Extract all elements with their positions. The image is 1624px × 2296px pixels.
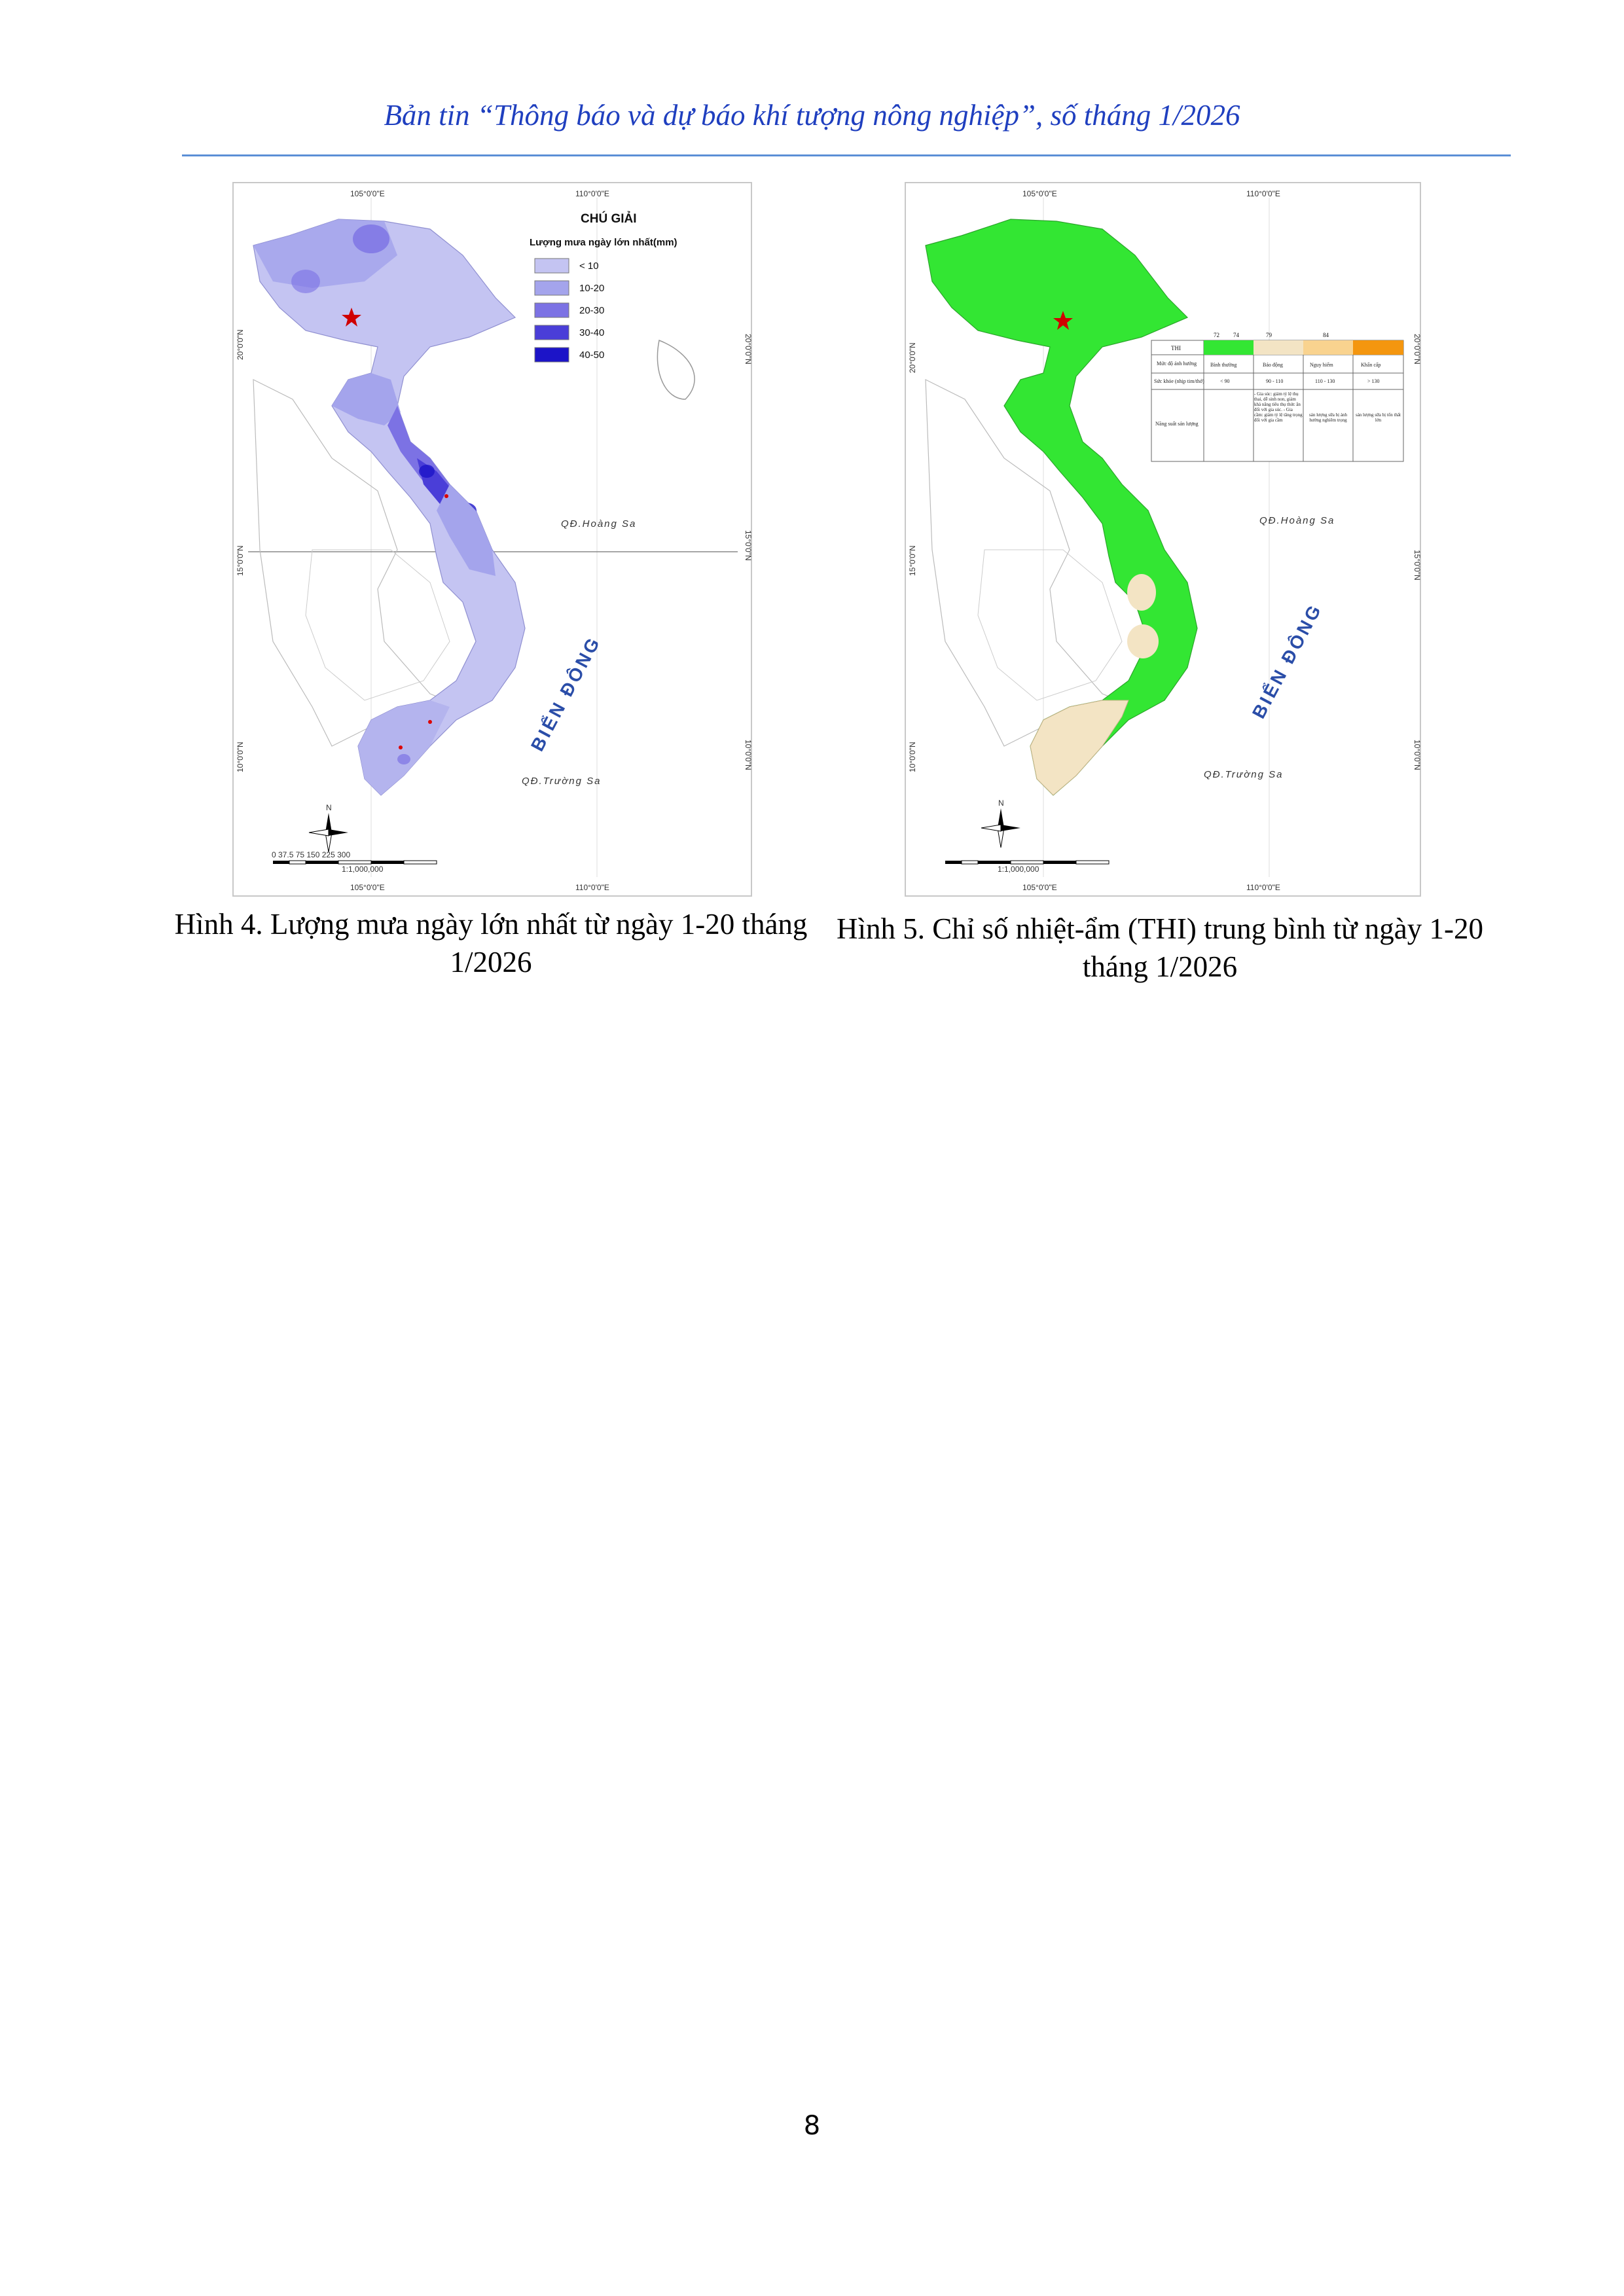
legend-swatch: [535, 281, 569, 295]
prod-emergency: sản lượng sữa bị tổn thất lớn: [1355, 412, 1401, 423]
lon-label-left-bottom: 105°0'0"E: [1022, 883, 1057, 892]
legend-item-label: 20-30: [579, 305, 605, 316]
lat-label-10-right: 10°0'0"N: [744, 740, 753, 770]
level-emergency: Khẩn cấp: [1361, 362, 1381, 368]
thi-map: [906, 183, 1420, 895]
thi-legend-table: [1151, 332, 1403, 461]
hoang-sa-label: QĐ.Hoàng Sa: [561, 518, 637, 529]
health-warning: 90 - 110: [1266, 378, 1284, 384]
thi-threshold-84: 84: [1323, 332, 1329, 338]
prod-danger: sản lượng sữa bị ảnh hưởng nghiêm trọng: [1309, 412, 1347, 423]
page-number: 8: [803, 2111, 821, 2141]
lon-label-left-bottom: 105°0'0"E: [350, 883, 385, 892]
thi-row-label: THI: [1171, 345, 1181, 351]
prod-warning: - Gia súc: giảm tỷ lệ thụ thai, dễ sinh non, giảm khả năng tiêu thụ thức ăn đối với gia súc. - Gia cầm: giảm tỷ lệ tăng trọng đối với gia cầm: [1254, 391, 1303, 423]
lat-label-15-right: 15°0'0"N: [744, 530, 753, 561]
legend-item-label: 30-40: [579, 327, 605, 338]
bien-dong-label: BIỂN ĐÔNG: [1248, 600, 1326, 722]
level-normal: Bình thường: [1210, 362, 1237, 368]
lon-label-right-bottom: 110°0'0"E: [575, 883, 609, 892]
legend-swatch: [535, 303, 569, 317]
level-danger: Nguy hiểm: [1310, 362, 1333, 368]
legend-swatch: [535, 325, 569, 340]
lon-label-left-top: 105°0'0"E: [1022, 189, 1057, 198]
hoang-sa-label: QĐ.Hoàng Sa: [1259, 515, 1335, 526]
lon-label-right-top: 110°0'0"E: [575, 189, 609, 198]
lat-label-20: 20°0'0"N: [236, 329, 245, 360]
level-row-label: Mức độ ảnh hưởng: [1157, 361, 1197, 367]
health-danger: 110 - 130: [1315, 378, 1335, 384]
scale-numbers: 0 37.5 75 150 225 300: [272, 850, 351, 859]
legend-item-label: < 10: [579, 260, 599, 272]
header-rule: [182, 154, 1511, 156]
thi-threshold-72: 72: [1214, 332, 1219, 338]
lat-label-15: 15°0'0"N: [236, 545, 245, 576]
lat-label-20-right: 20°0'0"N: [1413, 334, 1422, 365]
legend-title: CHÚ GIẢI: [581, 212, 637, 226]
figure5-caption: Hình 5. Chỉ số nhiệt-ẩm (THI) trung bình từ ngày 1-20 tháng 1/2026: [836, 912, 1483, 983]
lon-label-right-bottom: 110°0'0"E: [1246, 883, 1280, 892]
lat-label-10-right: 10°0'0"N: [1413, 740, 1422, 770]
legend-item-label: 10-20: [579, 283, 605, 294]
lon-label-left-top: 105°0'0"E: [350, 189, 385, 198]
lat-label-20-right: 20°0'0"N: [744, 334, 753, 365]
lat-label-15: 15°0'0"N: [908, 545, 917, 576]
lat-label-10: 10°0'0"N: [236, 742, 245, 772]
prod-row-label: Năng suất sản lượng: [1155, 421, 1199, 427]
north-label: N: [326, 803, 332, 812]
thi-threshold-79: 79: [1266, 332, 1272, 338]
rainfall-map: [234, 183, 751, 895]
thi-map-figure: [905, 182, 1421, 897]
figure4-caption: Hình 4. Lượng mưa ngày lớn nhất từ ngày 1-20 tháng 1/2026: [174, 908, 808, 978]
health-normal: < 90: [1220, 378, 1230, 384]
health-row-label: Sức khỏe (nhịp tim/thở): [1154, 378, 1204, 384]
north-label: N: [998, 798, 1004, 808]
lon-label-right-top: 110°0'0"E: [1246, 189, 1280, 198]
truong-sa-label: QĐ.Trường Sa: [522, 776, 602, 787]
legend-swatch: [535, 348, 569, 362]
truong-sa-label: QĐ.Trường Sa: [1204, 769, 1284, 780]
legend-swatch: [535, 259, 569, 273]
rainfall-map-figure: [232, 182, 752, 897]
thi-threshold-74: 74: [1233, 332, 1239, 338]
bulletin-header: Bản tin “Thông báo và dự báo khí tượng nông nghiệp”, số tháng 1/2026: [384, 99, 1240, 132]
level-warning: Báo động: [1263, 362, 1283, 368]
scale-ratio: 1:1,000,000: [998, 865, 1039, 874]
lat-label-20: 20°0'0"N: [908, 342, 917, 373]
lat-label-15-right: 15°0'0"N: [1413, 550, 1422, 581]
legend-item-label: 40-50: [579, 350, 605, 361]
lat-label-10: 10°0'0"N: [908, 742, 917, 772]
scale-ratio: 1:1,000,000: [342, 865, 384, 874]
bien-dong-label: BIỂN ĐÔNG: [526, 632, 605, 755]
legend-subtitle: Lượng mưa ngày lớn nhất(mm): [530, 237, 677, 248]
health-emergency: > 130: [1367, 378, 1380, 384]
